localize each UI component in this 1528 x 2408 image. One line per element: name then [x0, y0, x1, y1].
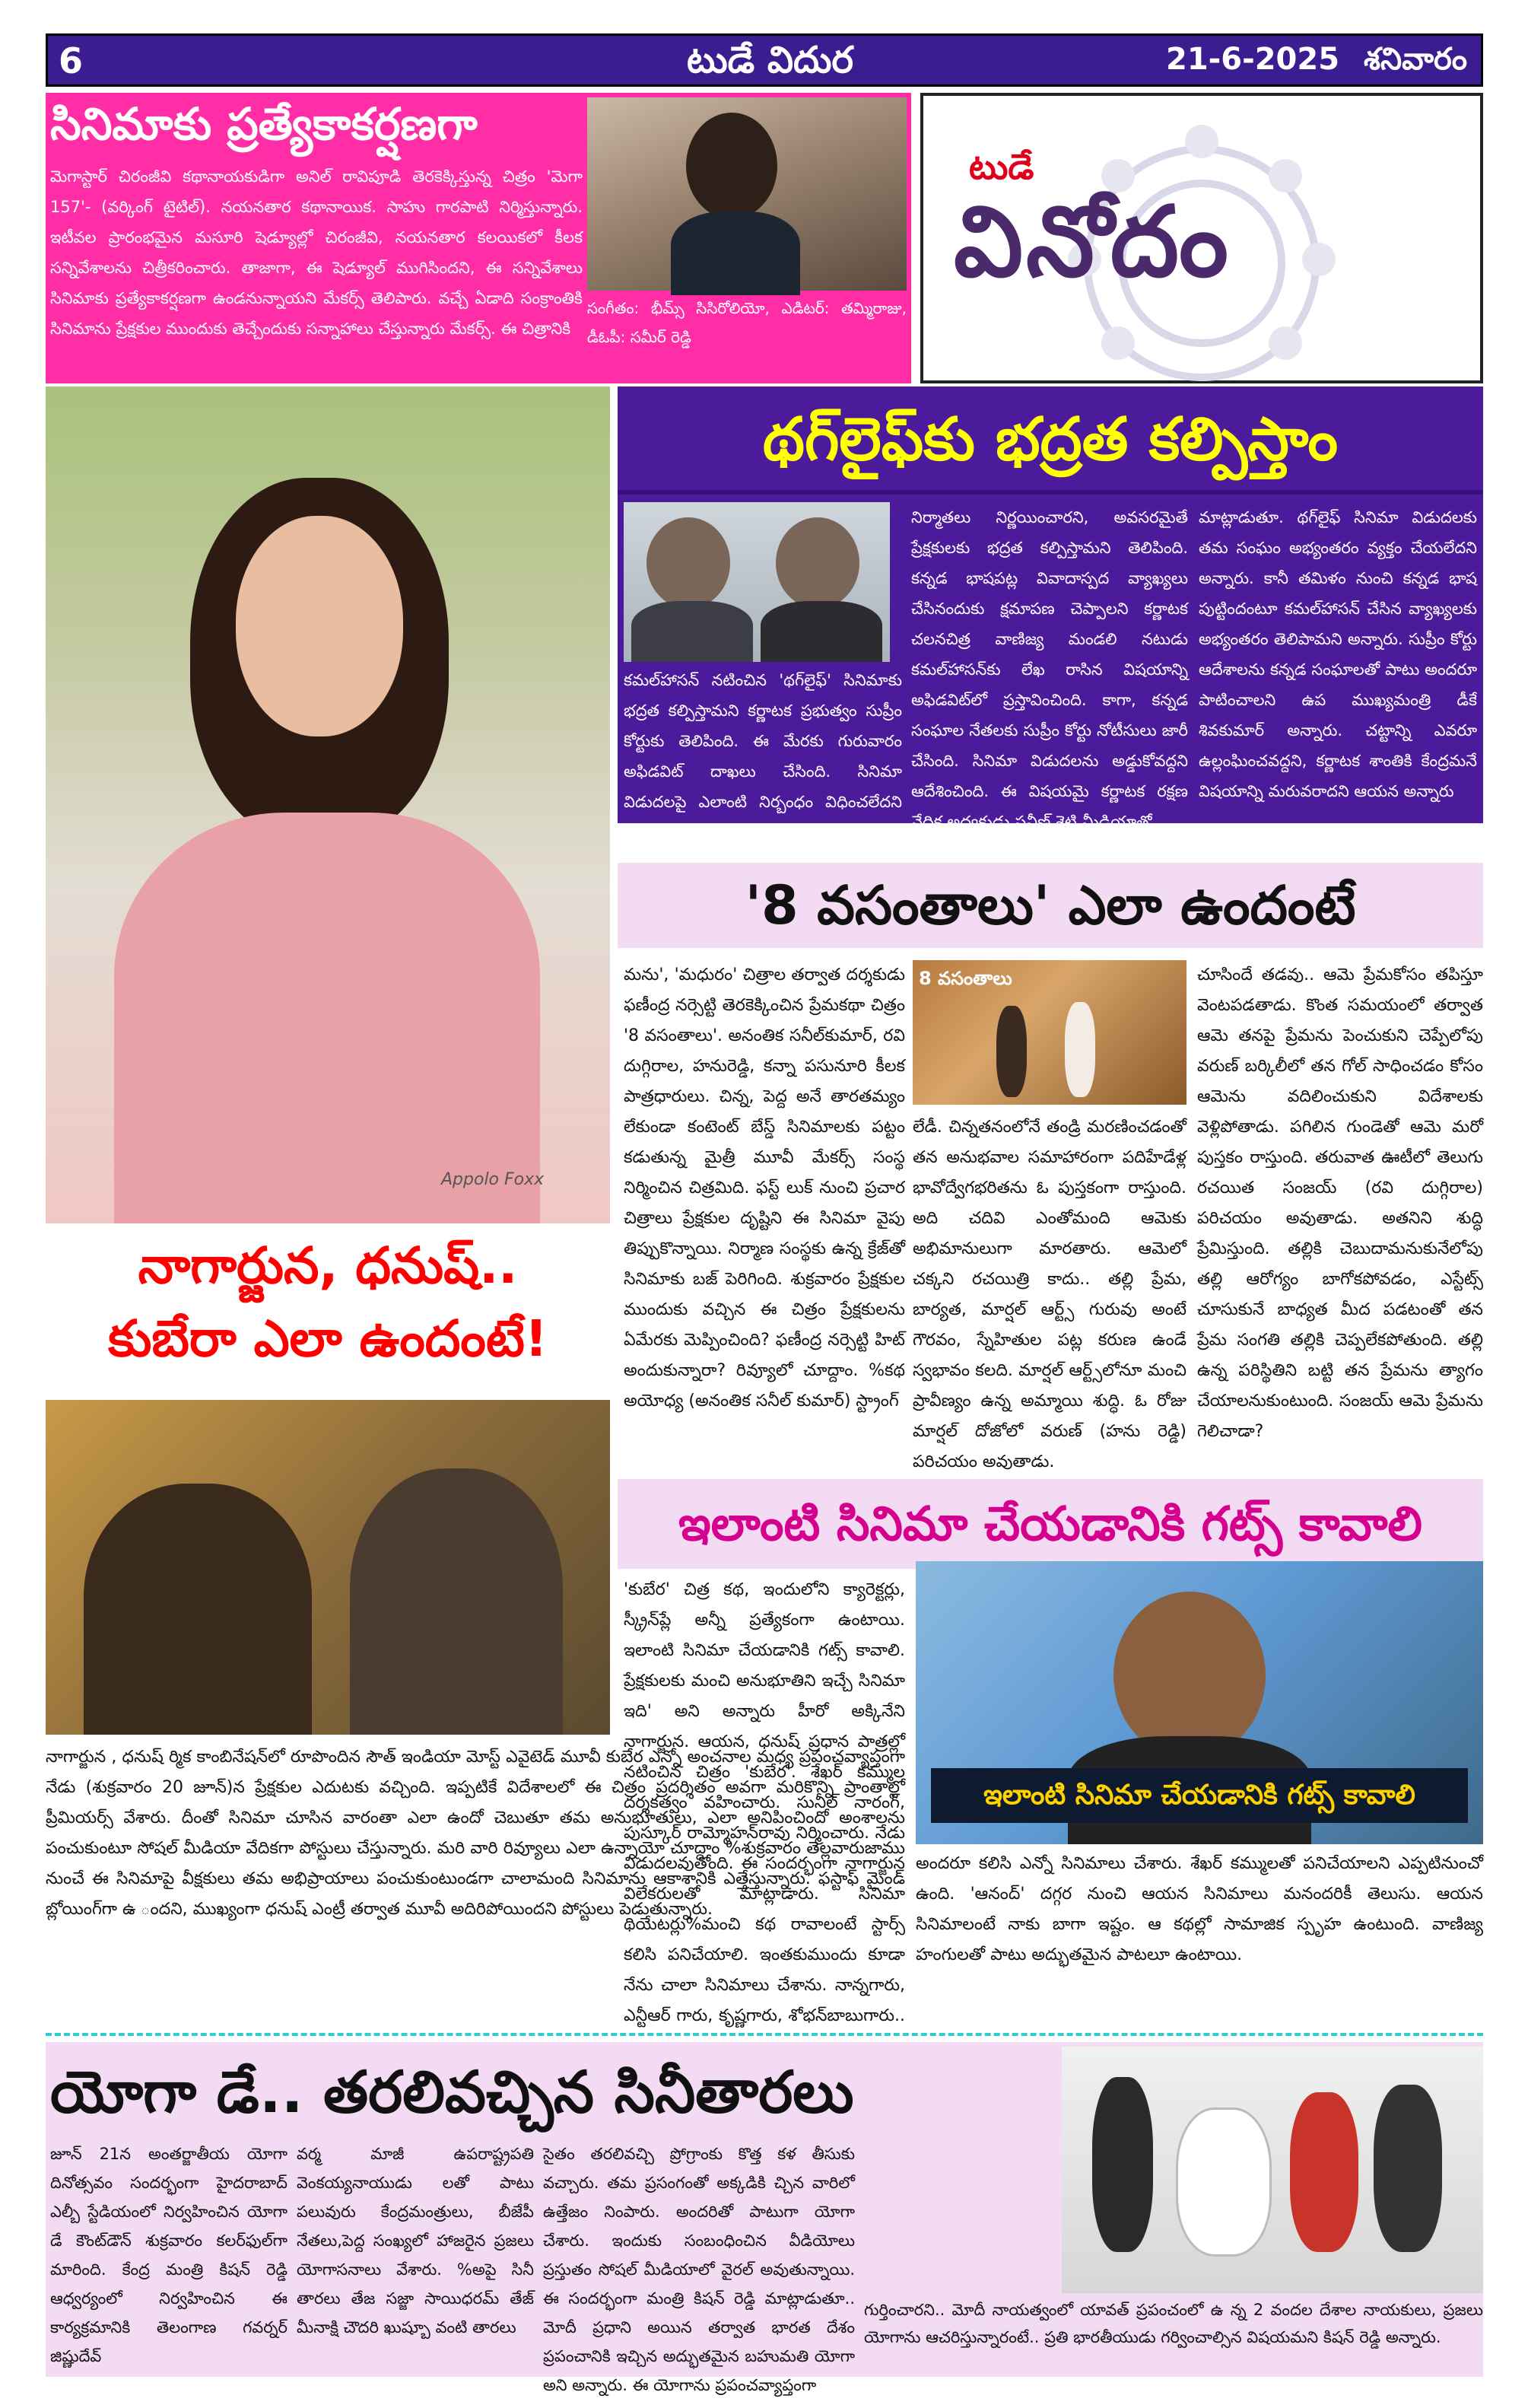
- nagarjuna-photo-banner: ఇలాంటి సినిమా చేయడానికి గట్స్ కావాలి: [931, 1768, 1468, 1823]
- page-number: 6: [59, 40, 84, 81]
- story-chiranjeevi-headline: సినిమాకు ప్రత్యేకాకర్షణగా: [50, 98, 478, 150]
- story-kubera-headline: నాగార్జున, ధనుష్.. కుబేరా ఎలా ఉందంటే!: [108, 1236, 548, 1368]
- 8vasanthalu-photo: [913, 960, 1187, 1105]
- story-yoga-col2: వర్మ మాజీ ఉపరాష్ట్రపతి వెంకయ్యనాయుడు లతో పాటు పలువురు కేంద్రమంత్రులు, బీజేపీ నేతలు,పెద్ద సంఖ్యలో హాజరైన ప్రజలు యోగాసనాలు వేశారు. %అపై సినీ తారలు తేజ సజ్జా సాయిధరమ్ తేజ్ మీనాక్షి చౌదరి ఖుష్బూ వంటి తారలు: [297, 2145, 534, 2336]
- story-8vasanthalu-col3: చూసిందే తడవు.. ఆమె ప్రేమకోసం తపిస్తూ వెంటపడతాడు. కొంత సమయంలో తర్వాత ఆమె తనపై ప్రేమను పెంచుకుని చెప్పేలోపు వరుణ్ బర్కిలీలో తన గోల్ సాధించడం కోసం ఆమెను వదిలించుకుని విదేశాలకు వెళ్లిపోతాడు. పగిలిన గుండెతో ఆమె మరో పుస్తకం రాస్తుంది. తరువాత ఊటీలో తెలుగు రచయిత సంజయ్ (రవి దుగ్గిరాల) పరిచయం అవుతాడు. అతనిని శుద్ధి ప్రేమిస్తుంది. తల్లికి చెబుదామనుకునేలోపు తల్లి ఆరోగ్యం బాగోకపోవడం, ఎస్టేట్స్ చూసుకునే బాధ్యత మీద పడటంతో తన ప్రేమ సంగతి తల్లికి చెప్పలేకపోతుంది. తల్లి ఉన్న పరిస్థితిని బట్టి తన ప్రేమను త్యాగం చేయాలనుకుంటుంది. సంజయ్ ఆమె ప్రేమను గెలిచాడా?: [1197, 965, 1483, 1441]
- story-chiranjeevi-credits: సంగీతం: భీమ్స్ సిసిరోలియో, ఎడిటర్: తమ్మిరాజు, డీఓపీ: సమీర్ రెడ్డి: [587, 299, 907, 346]
- section-logo: [920, 93, 1483, 383]
- story-thuglife-headline-box: థగ్‌లైఫ్‌కు భద్రత కల్పిస్తాం: [618, 386, 1483, 495]
- story-yoga: [46, 2042, 1483, 2394]
- story-nagarjuna-headline-box: ఇలాంటి సినిమా చేయడానికి గట్స్ కావాలి: [618, 1479, 1483, 1569]
- logo-main-text: వినోదం: [954, 186, 1231, 299]
- logo-small-text: టుడే: [969, 146, 1034, 187]
- story-nagarjuna-col2: అందరూ కలిసి ఎన్నో సినిమాలు చేశారు. శేఖర్ కమ్ములతో పనిచేయాలని ఎప్పటినుంచో ఉంది. 'ఆనంద్' దగ్గర నుంచి ఆయన సినిమాలు మనందరికీ తెలుసు. ఆయన సినిమాలంటే నాకు బాగా ఇష్టం. ఆ కథల్లో సామాజిక స్పృహ ఉంటుంది. వాణిజ్య హంగులతో పాటు అద్భుతమైన పాటలూ ఉంటాయి.: [916, 1854, 1483, 1964]
- actress-photo: Appolo Foxx: [46, 386, 610, 1223]
- day: శనివారం: [1364, 42, 1467, 77]
- story-chiranjeevi: [46, 93, 911, 383]
- kubera-photo: [46, 1400, 610, 1735]
- story-8vasanthalu-col2: లేడీ. చిన్నతనంలోనే తండ్రి మరణించడంతో తన అనుభవాల సమాహారంగా పదిహేడేళ్ల భావోద్వేగభరితను ఓ పుస్తకంగా రాస్తుంది. అది చదివి ఎంతోమంది ఆమెకు అభిమానులుగా మారతారు. ఆమెలో చక్కని రచయిత్రి కాదు.. తల్లి ప్రేమ, బార్యత, మార్షల్ ఆర్ట్స్ గురువు అంటే గౌరవం, స్నేహితుల పట్ల కరుణ ఉండే స్వభావం కలది. మార్షల్ ఆర్ట్స్‌లోనూ మంచి ప్రావీణ్యం ఉన్న అమ్మాయి శుద్ధి. ఓ రోజు మార్షల్ దోజోలో వరుణ్ (హను రెడ్డి) పరిచయం అవుతాడు.: [913, 1118, 1187, 1471]
- story-yoga-col1: జూన్ 21న అంతర్జాతీయ యోగా దినోత్సవం సందర్భంగా హైదరాబాద్ ఎల్బీ స్టేడియంలో నిర్వహించిన యోగా డే కౌంట్‌డౌన్ శుక్రవారం కలర్‌ఫుల్‌గా మారింది. కేంద్ర మంత్రి కిషన్ రెడ్డి ఆధ్వర్యంలో నిర్వహించిన ఈ కార్యక్రమానికి తెలంగాణ గవర్నర్ జిష్ణుదేవ్: [50, 2145, 287, 2365]
- story-8vasanthalu-col1: మను', 'మధురం' చిత్రాల తర్వాత దర్శకుడు ఫణీంద్ర నర్సెట్టి తెరకెక్కించిన ప్రేమకథా చిత్రం '8 వసంతాలు'. అనంతిక సనీల్‌కుమార్, రవి దుగ్గిరాల, హనురెడ్డి, కన్నా పసునూరి కీలక పాత్రధారులు. చిన్న, పెద్ద అనే తారతమ్యం లేకుండా కంటెంట్ బేస్డ్ సినిమాలకు పట్టం కడుతున్న మైత్రీ మూవీ మేకర్స్ సంస్థ నిర్మించిన చిత్రమిది. ఫస్ట్ లుక్ నుంచి ప్రచార చిత్రాలు ప్రేక్షకుల దృష్టిని ఈ సినిమా వైపు తిప్పుకొన్నాయి. నిర్మాణ సంస్థకు ఉన్న క్రేజ్‌తో సినిమాకు బజ్ పెరిగింది. శుక్రవారం ప్రేక్షకుల ముందుకు వచ్చిన ఈ చిత్రం ప్రేక్షకులను ఏమేరకు మెప్పించింది? ఫణీంద్ర నర్సెట్టి హిట్ అందుకున్నారా? రివ్యూలో చూద్దాం. %కథ అయోధ్య (అనంతిక సనీల్ కుమార్) స్ట్రాంగ్: [624, 965, 905, 1411]
- story-thuglife-col1: కమల్‌హాసన్ నటించిన 'థగ్‌లైఫ్' సినిమాకు భద్రత కల్పిస్తామని కర్ణాటక ప్రభుత్వం సుప్రీం కోర్టుకు తెలిపింది. ఈ మేరకు గురువారం అఫిడవిట్ దాఖలు చేసింది. సినిమా విడుదలపై ఎలాంటి నిర్బంధం విధించలేదని అందులో పేర్కొంది. కర్ణాటక వ్యాప్తంగా సినిమా: [624, 671, 902, 841]
- story-yoga-col4: గుర్తించారని.. మోదీ నాయత్వంలో యావత్ ప్రపంచంలో ఉ న్న 2 వందల దేశాల నాయకులు, ప్రజలు యోగాను ఆచరిస్తున్నారంటే.. ప్రతి భారతీయుడు గర్వించాల్సిన విషయమని కిషన్ రెడ్డి అన్నారు.: [864, 2301, 1483, 2346]
- story-kubera-body: నాగార్జున , ధనుష్ ర్మిక కాంబినేషన్‌లో రూపొందిన సౌత్ ఇండియా మోస్ట్ ఎవైటెడ్ మూవీ కుబేర ఎన్నో అంచనాల మధ్య ప్రపంచవ్యాప్తంగా నేడు (శుక్రవారం 20 జూన్)న ప్రేక్షకుల ఎదుటకు వచ్చింది. ఇప్పటికే విదేశాలలో ఈ చిత్రం ప్రదర్శితం అవగా మరికొన్ని ప్రాంతాల్లో ప్రీమియర్స్ వేశారు. దీంతో సినిమా చూసిన వారంతా ఎలా ఉందో చెబుతూ తమ అనుభూతులు, ఎలా అనిపించిందో అంశాలను పంచుకుంటూ సోషల్ మీడియా వేదికగా పోస్టులు చేస్తున్నారు. మరి వారి రివ్యూలు ఎలా ఉన్నాయో చూద్దాం %శుక్రవారం తెల్లవారుజాము నుంచే ఈ సినిమాపై వీక్షకులు తమ అభిప్రాయాలు పంచుకుంటుండగా చాలామంది సినిమాను ఆకాశానికి ఎత్తేస్తున్నారు. ఫస్టాఫ్ మైండ్ బ్లోయింగ్‌గా ఉ ందని, ముఖ్యంగా ధనుష్ ఎంట్రీ తర్వాత మూవీ అదిరిపోయిందని పోస్టులు పెడుతున్నారు.: [46, 1748, 905, 1919]
- story-yoga-col3: సైతం తరలివచ్చి ప్రోగ్రాంకు కొత్త కళ తీసుకు వచ్చారు. తమ ప్రసంగంతో అక్కడికి చ్చిన వారిలో ఉత్తేజం నింపారు. అందరితో పాటుగా యోగా చేశారు. ఇందుకు సంబంధించిన వీడియోలు ప్రస్తుతం సోషల్ మీడియాలో వైరల్ అవుతున్నాయి. ఈ సందర్భంగా మంత్రి కిషన్ రెడ్డి మాట్లాడుతూ.. మోదీ ప్రధాని అయిన తర్వాత భారత దేశం ప్రపంచానికి ఇచ్చిన అద్భుతమైన బహుమతి యోగా అని అన్నారు. ఈ యోగాను ప్రపంచవ్యాప్తంగా: [543, 2145, 855, 2394]
- story-yoga-headline: యోగా డే.. తరలివచ్చిన సినీతారలు: [50, 2058, 854, 2126]
- yoga-photo: [1062, 2047, 1483, 2293]
- paper-name: టుడే విదుర: [687, 39, 853, 81]
- story-thuglife-col2: నిర్మాతలు నిర్ణయించారని, అవసరమైతే ప్రేక్షకులకు భద్రత కల్పిస్తామని తెలిపింది. కన్నడ భాషపట్ల వివాదాస్పద వ్యాఖ్యలు చేసినందుకు క్షమాపణ చెప్పాలని కర్ణాటక చలనచిత్ర వాణిజ్య మండలి నటుడు కమల్‌హాసన్‌కు లేఖ రాసిన విషయాన్ని అఫిడవిట్‌లో ప్రస్తావించింది. కాగా, కన్నడ సంఘాల నేతలకు సుప్రీం కోర్టు నోటీసులు జారీ చేసింది. సినిమా విడుదలను అడ్డుకోవద్దని ఆదేశించింది. ఈ విషయమై కర్ణాటక రక్షణ వేదిక అధ్యక్షుడు ప్రవీణ్ శెట్టి మీడియాతో: [911, 508, 1188, 831]
- nagarjuna-photo: [916, 1561, 1483, 1844]
- header-bar: [46, 33, 1483, 87]
- kamal-photo: [624, 502, 890, 662]
- story-8vasanthalu-headline-box: '8 వసంతాలు' ఎలా ఉందంటే: [618, 863, 1483, 948]
- story-thuglife: [618, 386, 1483, 841]
- story-thuglife-col3: మాట్లాడుతూ. థగ్‌లైఫ్ సినిమా విడుదలకు తమ సంఘం అభ్యంతరం వ్యక్తం చేయలేదని అన్నారు. కానీ తమిళం నుంచి కన్నడ భాష పుట్టిందంటూ కమల్‌హాసన్ చేసిన వ్యాఖ్యలకు అభ్యంతరం తెలిపామని అన్నారు. సుప్రీం కోర్టు ఆదేశాలను కన్నడ సంఘాలతో పాటు అందరూ పాటించాలని ఉప ముఖ్యమంత్రి డీకే శివకుమార్ అన్నారు. చట్టాన్ని ఎవరూ ఉల్లంఘించవద్దని, కర్ణాటక శాంతికి కేంద్రమనే విషయాన్ని మరువరాదని ఆయన అన్నారు: [1199, 508, 1477, 800]
- section-divider: [46, 2033, 1483, 2036]
- date: 21-6-2025: [1166, 42, 1340, 77]
- chiranjeevi-photo: [587, 97, 907, 291]
- story-nagarjuna-col1: 'కుబేర' చిత్ర కథ, ఇందులోని క్యారెక్టర్లు, స్క్రీన్‌ప్లే అన్నీ ప్రత్యేకంగా ఉంటాయి. ఇలాంటి సినిమా చేయడానికి గట్స్ కావాలి. ప్రేక్షకులకు మంచి అనుభూతిని ఇచ్చే సినిమా ఇది' అని అన్నారు హీరో అక్కినేని నాగార్జున. ఆయన, ధనుష్ ప్రధాన పాత్రల్లో నటించిన చిత్రం 'కుబేర'. శేఖర్ కమ్ముల దర్శకత్వం వహించారు. సునీల్ నారంగ్, పుస్కూర్ రామ్మోహన్‌రావు నిర్మించారు. నేడు విడుదలవుతోంది. ఈ సందర్భంగా నాగార్జున విలేకరులతో మాట్లాడారు. సినిమా థియేటర్లు%మంచి కథ రావాలంటే స్టార్స్ కలిసి పనిచేయాలి. ఇంతకుముందు కూడా నేను చాలా సినిమాలు చేశాను. నాన్నగారు, ఎన్టీఆర్ గారు, కృష్ణగారు, శోభన్‌బాబుగారు..: [624, 1580, 905, 2025]
- story-chiranjeevi-body: మెగాస్టార్ చిరంజీవి కథానాయకుడిగా అనిల్ రావిపూడి తెరకెక్కిస్తున్న చిత్రం 'మెగా 157'- (వర్కింగ్ టైటిల్). నయనతార కథానాయిక. సాహు గారపాటి నిర్మిస్తున్నారు. ఇటీవల ప్రారంభమైన మసూరి షెడ్యూల్లో చిరంజీవి, నయనతార కలయికలో కీలక సన్నివేశాలను చిత్రీకరించారు. తాజాగా, ఈ షెడ్యూల్ ముగిసిందని, ఈ సన్నివేశాలు సినిమాకు ప్రత్యేకాకర్షణగా ఉండనున్నాయని మేకర్స్ తెలిపారు. వచ్చే ఏడాది సంక్రాంతికి సినిమాను ప్రేక్షకుల ముందుకు తెచ్చేందుకు సన్నాహాలు చేస్తున్నారు మేకర్స్. ఈ చిత్రానికి: [50, 167, 583, 338]
- 8vasanthalu-photo-title: 8 వసంతాలు: [919, 968, 1012, 989]
